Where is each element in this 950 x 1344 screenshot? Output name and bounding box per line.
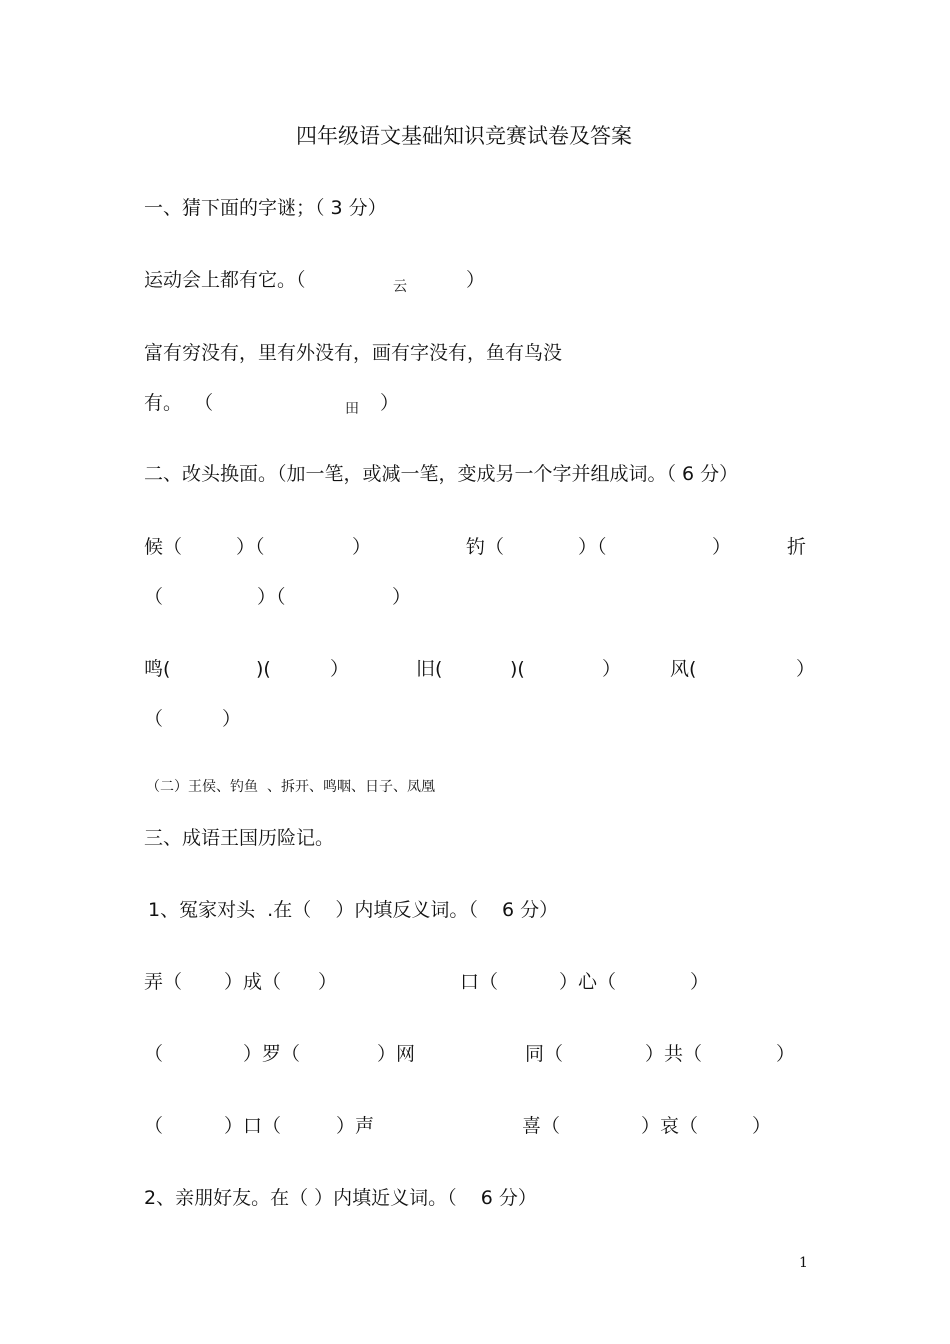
section3-sub2: 2、亲朋好友。在（ ）内填近义词。（ 6 分） <box>144 1187 537 1209</box>
idiom-row3-b: ）口（ <box>224 1115 282 1137</box>
row2-c-end: ） <box>796 658 816 680</box>
riddle2-line2: 有。 （ <box>144 392 214 414</box>
idiom-row1-e: ）心（ <box>559 971 617 993</box>
page-number: 1 <box>799 1255 808 1271</box>
idiom-row3-a: （ <box>144 1115 164 1137</box>
section2-answer-b: 、拆开、鸣咽、日子、凤凰 <box>267 779 435 795</box>
row2-a-end: ） <box>330 658 350 680</box>
row2-c-char: 风( <box>670 658 697 680</box>
idiom-row1-b: ）成（ <box>224 971 282 993</box>
page-title: 四年级语文基础知识竞赛试卷及答案 <box>296 124 632 148</box>
idiom-row2-d: 同（ <box>525 1043 564 1065</box>
idiom-row3-f: ） <box>752 1115 772 1137</box>
riddle2-answer: 田 <box>345 401 359 417</box>
idiom-row3-c: ）声 <box>336 1115 375 1137</box>
riddle1-text: 运动会上都有它。（ <box>144 269 306 291</box>
riddle2-close: ） <box>380 392 400 414</box>
idiom-row1-a: 弄（ <box>144 971 183 993</box>
row1-a-mid: ）（ <box>236 536 265 558</box>
idiom-row3-e: ）哀（ <box>641 1115 699 1137</box>
riddle1-close: ） <box>466 269 486 291</box>
row2-b-mid: )( <box>510 658 525 680</box>
section2-answer-a: （二）王侯、钓鱼 <box>146 779 258 795</box>
row1b-open: （ <box>144 586 164 608</box>
row2-a-char: 鸣( <box>144 658 171 680</box>
row1-b-end: ） <box>712 536 732 558</box>
section1-heading: 一、猜下面的字谜；（ 3 分） <box>144 197 387 219</box>
idiom-row1-d: 口（ <box>460 971 499 993</box>
idiom-row2-c: ）网 <box>377 1043 416 1065</box>
idiom-row3-d: 喜（ <box>522 1115 561 1137</box>
row2-a-mid: )( <box>256 658 271 680</box>
section2-heading: 二、改头换面。（加一笔，或减一笔，变成另一个字并组成词。（ 6 分） <box>144 463 739 485</box>
row1-a-char: 候（ <box>144 536 183 558</box>
row2b-open: （ <box>144 708 164 730</box>
idiom-row2-b: ）罗（ <box>243 1043 301 1065</box>
idiom-row2-f: ） <box>776 1043 796 1065</box>
row2-b-char: 旧( <box>416 658 443 680</box>
riddle1-answer: 云 <box>393 279 407 295</box>
idiom-row1-f: ） <box>690 971 710 993</box>
section3-sub1: 1、冤家对头 .在（ ）内填反义词。（ 6 分） <box>148 899 559 921</box>
row2b-end: ） <box>222 708 242 730</box>
row2-b-end: ） <box>602 658 622 680</box>
riddle2-line1: 富有穷没有，里有外没有，画有字没有，鱼有鸟没 <box>144 342 563 364</box>
idiom-row2-e: ）共（ <box>645 1043 703 1065</box>
section3-heading: 三、成语王国历险记。 <box>144 827 335 849</box>
row1b-end: ） <box>392 586 412 608</box>
row1-b-mid: ）（ <box>578 536 607 558</box>
idiom-row2-a: （ <box>144 1043 164 1065</box>
row1-a-end: ） <box>352 536 372 558</box>
row1-b-char: 钓（ <box>466 536 505 558</box>
idiom-row1-c: ） <box>318 971 338 993</box>
row1-c-char: 折 <box>787 536 807 558</box>
row1b-mid: ）（ <box>257 586 286 608</box>
